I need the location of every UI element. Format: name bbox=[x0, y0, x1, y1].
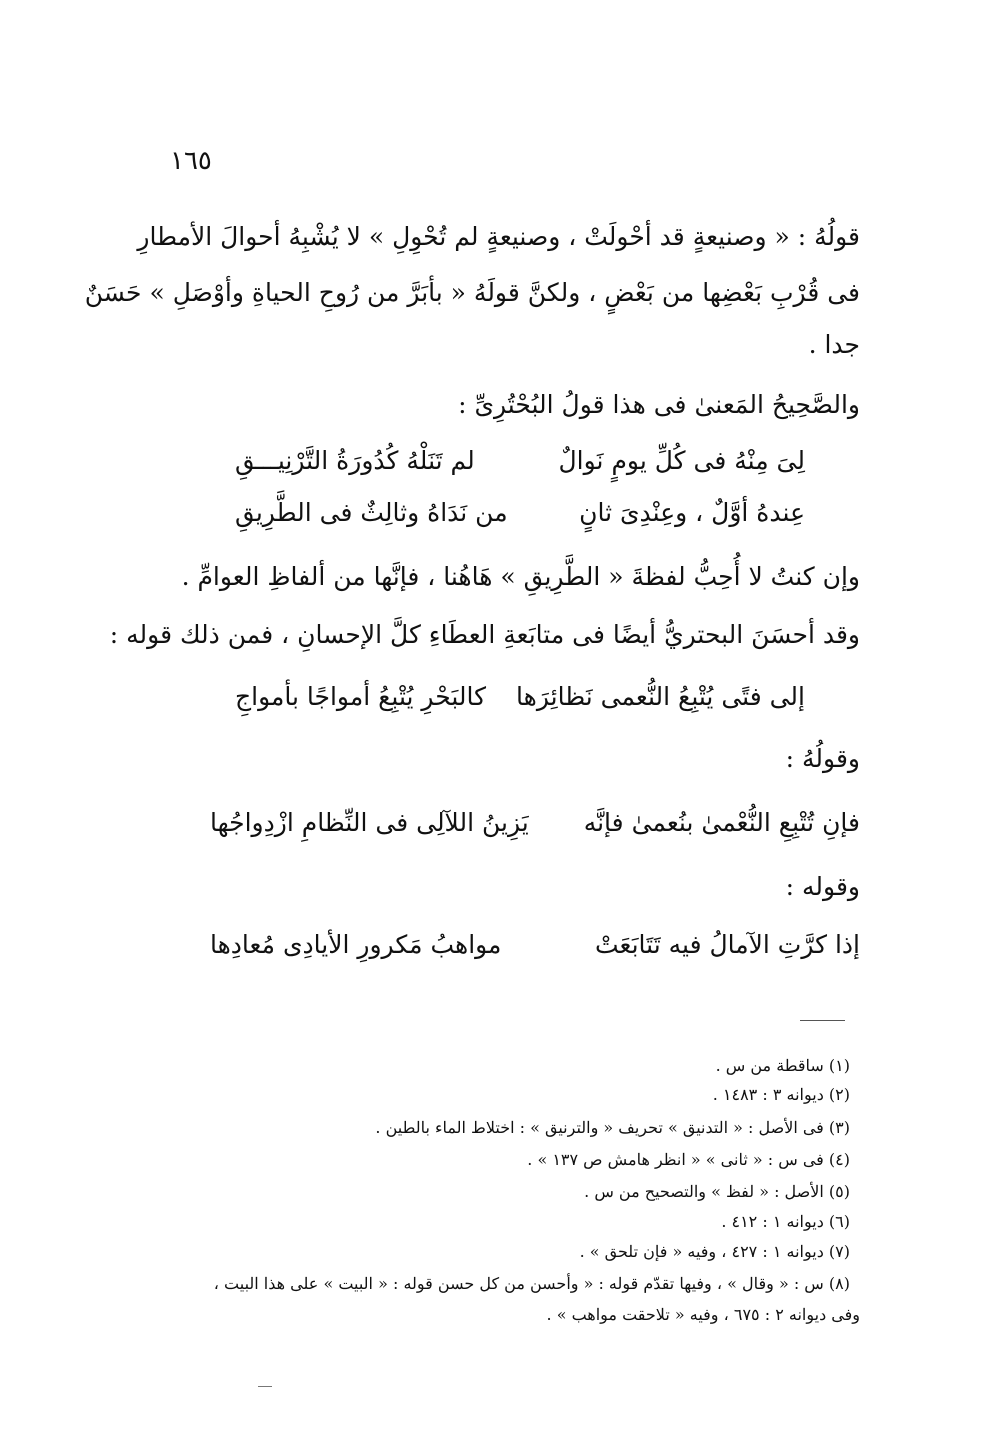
verse-hemistich-first: إذا كرَّتِ الآمالُ فيه تَتَابَعَتْ bbox=[594, 930, 860, 959]
verse-hemistich-second: يَزِينُ اللآلِى فى النِّظامِ ازْدِواجُها bbox=[210, 808, 529, 837]
footnote: (٨) س : « وقال » ، وفيها تقدّم قوله : « وأحسن من كل حسن قوله : « البيت » على هذا البيت ، bbox=[213, 1274, 850, 1293]
paragraph-line: قولُهُ : « وصنيعةٍ قد أحْولَتْ ، وصنيعةٍ لم تُحْوِلِ » لا يُشْبِهُ أحوالَ الأمطارِ bbox=[137, 222, 860, 251]
verse-line bbox=[235, 498, 805, 538]
footnote: (٦) ديوانه ١ : ٤١٢ . bbox=[721, 1212, 850, 1231]
commentary-line: وقد أحسَنَ البحتريُّ أيضًا فى متابَعةِ العطَاءِ كلَّ الإحسانِ ، فمن ذلك قوله : bbox=[109, 620, 860, 649]
footnote-separator bbox=[800, 1020, 845, 1021]
scan-mark bbox=[258, 1386, 272, 1387]
verse-hemistich-second: كالبَحْرِ يُتْبِعُ أمواجًا بأمواجِ bbox=[235, 682, 487, 711]
verse-hemistich-first: لِىَ مِنْهُ فى كُلِّ يومٍ نَوالٌ bbox=[558, 446, 805, 475]
verse-hemistich-second: مواهبُ مَكرورِ الأيادِى مُعادِها bbox=[210, 930, 502, 959]
verse-line bbox=[210, 930, 860, 970]
verse-hemistich-second: من نَدَاهُ وثالِثٌ فى الطَّرِيقِ bbox=[235, 498, 508, 527]
verse-hemistich-first: فإنِ تُتْبِعِ النُّعْمىٰ بنُعمىٰ فإنَّه bbox=[583, 808, 860, 837]
paragraph-line: جدا . bbox=[808, 330, 860, 359]
footnote: وفى ديوانه ٢ : ٦٧٥ ، وفيه « تلاحقت مواهب » . bbox=[546, 1305, 860, 1324]
verse-hemistich-second: لم تَنَلْهُ كُدُورَةُ التَّرْنِيـــقِ bbox=[235, 446, 475, 475]
verse-line bbox=[235, 446, 805, 486]
footnote: (٧) ديوانه ١ : ٤٢٧ ، وفيه « فإن تلحق » . bbox=[579, 1242, 850, 1261]
footnote: (٢) ديوانه ٣ : ١٤٨٣ . bbox=[712, 1085, 850, 1104]
verse-label: وقوله : bbox=[785, 872, 860, 901]
footnote: (٥) الأصل : « لفظ » والتصحيح من س . bbox=[584, 1182, 850, 1201]
footnote: (٣) فى الأصل : « التدنيق » تحريف « والترنيق » : اختلاط الماء بالطين . bbox=[375, 1118, 850, 1137]
footnote: (٤) فى س : « ثانى » « انظر هامش ص ١٣٧ » . bbox=[527, 1150, 850, 1169]
page-number: ١٦٥ bbox=[170, 146, 212, 176]
verse-hemistich-first: عِندهُ أوَّلٌ ، وعِنْدِىَ ثانٍ bbox=[579, 498, 805, 527]
commentary-line: وإن كنتُ لا أُحِبُّ لفظةَ « الطَّرِيقِ » هَاهُنا ، فإنَّها من ألفاظِ العوامِّ . bbox=[181, 562, 860, 591]
verse-line bbox=[210, 808, 860, 848]
verse-intro: والصَّحِيحُ المَعنىٰ فى هذا قولُ البُحْتُرِىِّ : bbox=[458, 390, 860, 419]
footnote: (١) ساقطة من س . bbox=[715, 1056, 850, 1075]
verse-label: وقولُهُ : bbox=[785, 744, 860, 773]
verse-line bbox=[235, 682, 805, 722]
verse-hemistich-first: إلى فتًى يُتْبِعُ النُّعمى نَظائِرَها bbox=[516, 682, 805, 711]
paragraph-line: فى قُرْبِ بَعْضِها من بَعْضٍ ، ولكنَّ قولَهُ « بأبَرَّ من رُوحِ الحياةِ وأوْصَلِ » حَسَنٌ bbox=[84, 278, 860, 307]
